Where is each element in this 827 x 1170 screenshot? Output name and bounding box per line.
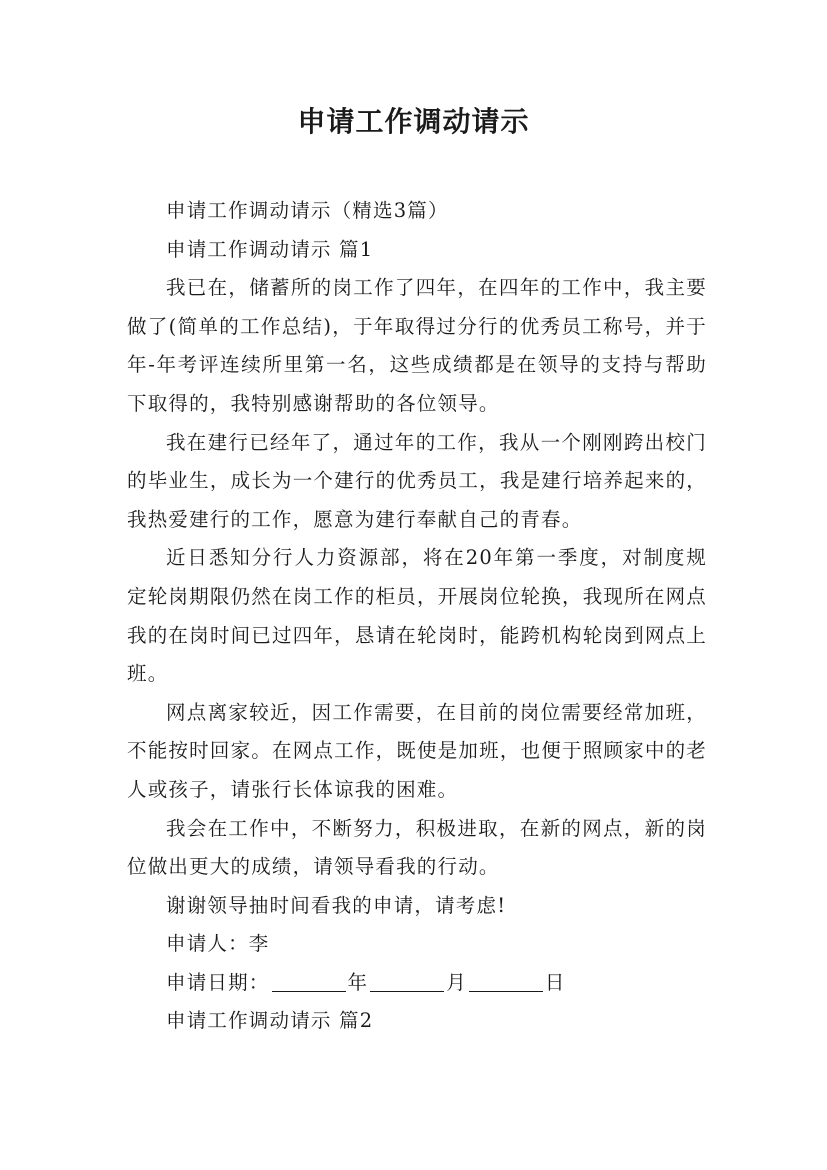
date-day: 日 [544, 970, 566, 994]
date-month: 月 [446, 970, 467, 994]
paragraph-5: 我会在工作中，不断努力，积极进取，在新的网点，新的岗位做出更大的成绩，请领导看我的行动。 [127, 816, 707, 879]
date-year: 年 [347, 970, 369, 994]
day-blank [469, 969, 543, 992]
paragraph-4: 网点离家较近，因工作需要，在目前的岗位需要经常加班，不能按时回家。在网点工作，既使是加班，也便于照顾家中的老人或孩子，请张行长体谅我的困难。 [127, 700, 707, 801]
section-heading-2: 申请工作调动请示 篇2 [166, 1009, 374, 1033]
section-heading-1: 申请工作调动请示 篇1 [166, 237, 374, 261]
applicant-line: 申请人：李 [166, 932, 270, 956]
paragraph-6: 谢谢领导抽时间看我的申请，请考虑! [166, 893, 507, 917]
date-label: 申请日期： [166, 970, 270, 994]
paragraph-3: 近日悉知分行人力资源部，将在20年第一季度，对制度规定轮岗期限仍然在岗工作的柜员，开展岗位轮换，我现所在网点我的在岗时间已过四年，恳请在轮岗时，能跨机构轮岗到网点上班。 [127, 546, 707, 686]
month-blank [370, 969, 444, 992]
paragraph-2: 我在建行已经年了，通过年的工作，我从一个刚刚跨出校门的毕业生，成长为一个建行的优秀员工，我是建行培养起来的，我热爱建行的工作，愿意为建行奉献自己的青春。 [127, 430, 707, 531]
year-blank [272, 969, 346, 992]
document-subtitle: 申请工作调动请示（精选3篇） [166, 199, 449, 222]
date-line [127, 964, 707, 1003]
document-body [127, 192, 707, 1041]
paragraph-1: 我已在，储蓄所的岗工作了四年，在四年的工作中，我主要做了(简单的工作总结)，于年取得过分行的优秀员工称号，并于年-年考评连续所里第一名，这些成绩都是在领导的支持与帮助下取得的，我特别感谢帮助的各位领导。 [127, 276, 707, 415]
document-title: 申请工作调动请示 [297, 105, 530, 138]
